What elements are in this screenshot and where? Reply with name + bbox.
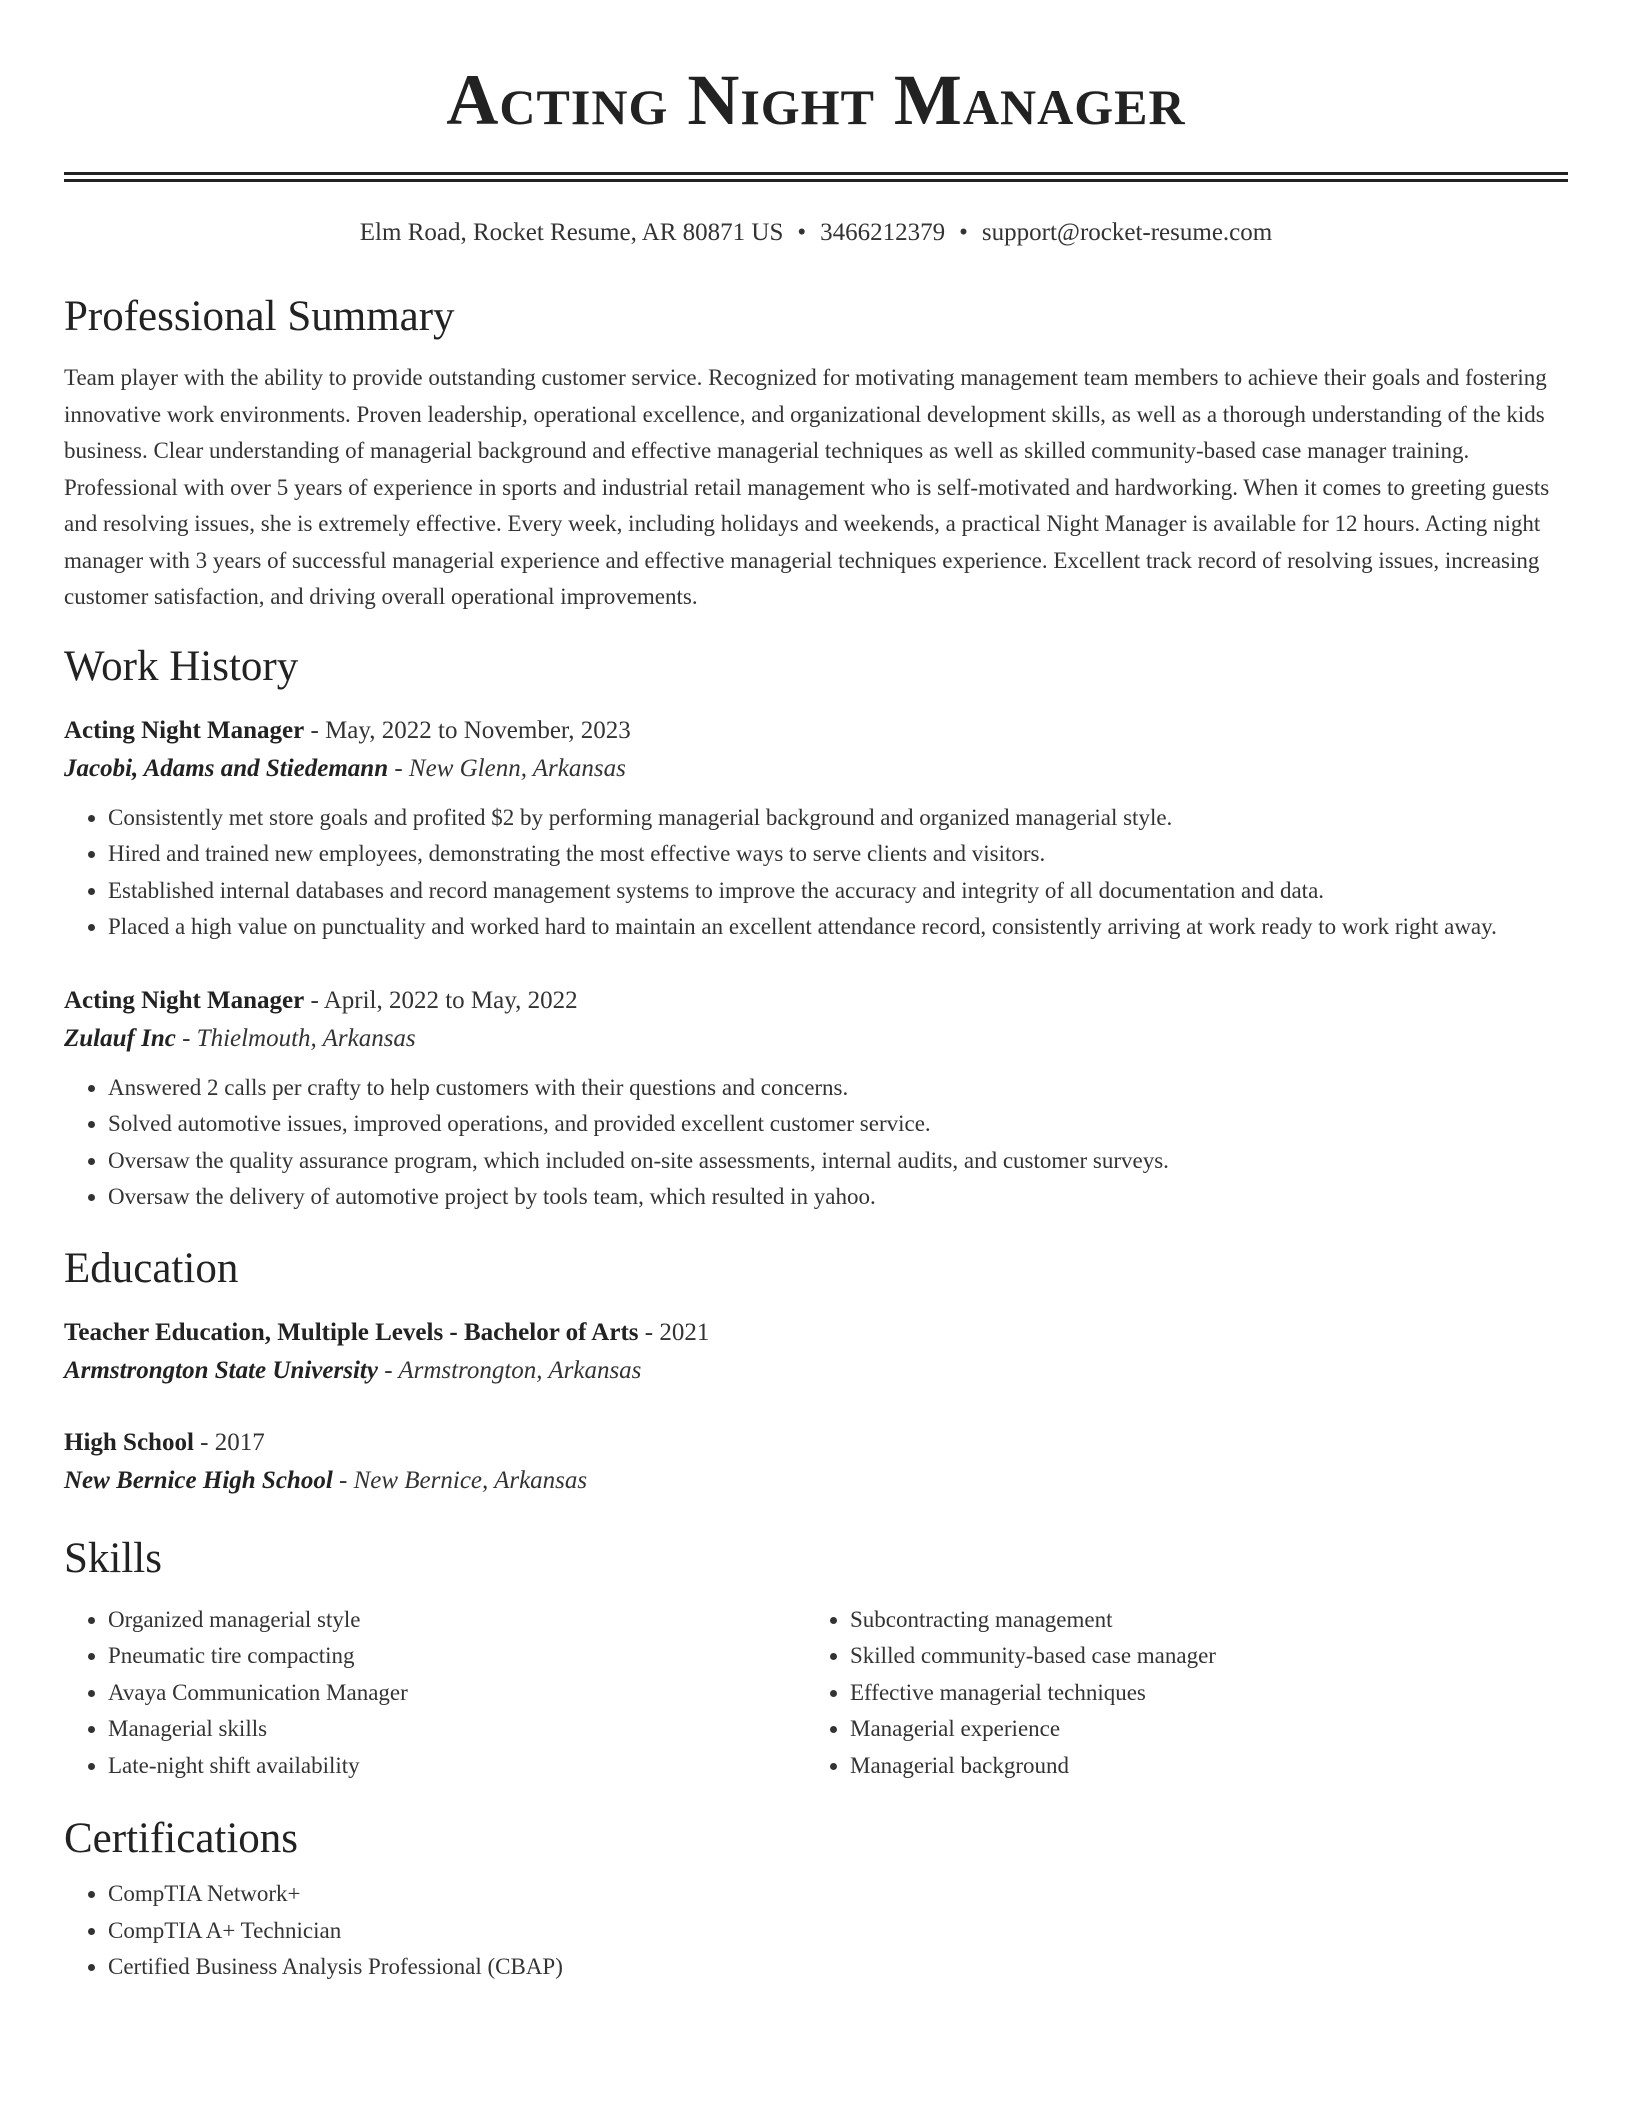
list-item: • Established internal databases and record management systems to improve the accuracy and integrity of all documentation and data. [108,873,1568,910]
list-item: • Late-night shift availability [108,1748,806,1785]
contact-phone: 3466212379 [820,219,946,246]
job-header [64,982,1568,1020]
job-location: - New Glenn, Arkansas [388,754,626,782]
list-item: • CompTIA Network+ [108,1876,1568,1913]
job-bullets [64,1070,1568,1216]
education-school-line [64,1462,1568,1500]
list-item: • Answered 2 calls per crafty to help customers with their questions and concerns. [108,1070,1568,1107]
list-item: • Managerial experience [850,1711,1568,1748]
contact-separator: • [959,219,968,246]
list-item: • Effective managerial techniques [850,1675,1568,1712]
skills-list-left [64,1602,806,1785]
list-item: • Certified Business Analysis Professional (CBAP) [108,1949,1568,1986]
contact-separator: • [797,219,807,246]
list-item: • Organized managerial style [108,1602,806,1639]
section-title-summary: Professional Summary [64,293,455,340]
header-double-rule [64,172,1568,182]
education-location: - New Bernice, Arkansas [332,1466,588,1494]
list-item: • Hired and trained new employees, demonstrating the most effective ways to serve clients and visitors. [108,836,1568,873]
job-company-line [64,1020,1568,1058]
list-item: • Pneumatic tire compacting [108,1638,806,1675]
education-header [64,1314,1568,1352]
skills-list-right [806,1602,1568,1785]
job-location: - Thielmouth, Arkansas [175,1024,416,1052]
contact-address: Elm Road, Rocket Resume, AR 80871 US [359,219,784,246]
summary-text: Team player with the ability to provide outstanding customer service. Recognized for motivating management team members to achieve their goals and fostering innovative work environments. Proven leadership, operational excellence, and organizational development skills, as well as a thorough understanding of the kids business. Clear understanding of managerial background and effective managerial techniques as well as skilled community-based case manager training. Professional with over 5 years of experience in sports and industrial retail management who is self-motivated and hardworking. When it comes to greeting guests and resolving issues, she is extremely effective. Every week, including holidays and weekends, a practical Night Manager is available for 12 hours. Acting night manager with 3 years of successful managerial experience and effective managerial techniques experience. Excellent track record of resolving issues, increasing customer satisfaction, and driving overall operational improvements. [64,365,1550,609]
job-company-line [64,750,1568,788]
job-entry [64,712,1568,946]
education-location: - Armstrongton, Arkansas [377,1356,642,1384]
list-item: • Avaya Communication Manager [108,1675,806,1712]
education-degree: Teacher Education, Multiple Levels - Bachelor of Arts [64,1318,639,1346]
education-school-line [64,1352,1568,1390]
list-item: • Solved automotive issues, improved operations, and provided excellent customer service. [108,1106,1568,1143]
job-role: Acting Night Manager [64,986,305,1014]
list-item: • Subcontracting management [850,1602,1568,1639]
education-year: - 2017 [193,1428,265,1456]
job-entry [64,982,1568,1216]
list-item: • Skilled community-based case manager [850,1638,1568,1675]
list-item: • Oversaw the delivery of automotive project by tools team, which resulted in yahoo. [108,1179,1568,1216]
job-dates: - April, 2022 to May, 2022 [304,986,578,1014]
job-company: Jacobi, Adams and Stiedemann [64,754,389,782]
education-degree: High School [64,1428,194,1456]
education-header [64,1424,1568,1462]
list-item: • CompTIA A+ Technician [108,1913,1568,1950]
job-role: Acting Night Manager [64,716,305,744]
job-dates: - May, 2022 to November, 2023 [304,716,631,744]
job-bullets [64,800,1568,946]
education-year: - 2021 [638,1318,710,1346]
resume-name: Acting Night Manager [446,60,1186,140]
education-school: Armstrongton State University [64,1356,378,1384]
list-item: • Managerial background [850,1748,1568,1785]
certifications-list [64,1876,1568,1986]
section-title-work-history: Work History [64,642,299,690]
list-item: • Placed a high value on punctuality and worked hard to maintain an excellent attendance record, consistently arriving at work ready to work right away. [108,909,1568,946]
list-item: • Managerial skills [108,1711,806,1748]
education-school: New Bernice High School [64,1466,333,1494]
section-title-education: Education [64,1244,239,1292]
contact-line [64,218,1568,248]
section-title-skills: Skills [64,1534,162,1582]
job-header [64,712,1568,750]
section-title-certifications: Certifications [64,1815,299,1862]
education-entry [64,1314,1568,1390]
education-entry [64,1424,1568,1500]
job-company: Zulauf Inc [64,1024,176,1052]
list-item: • Consistently met store goals and profited $2 by performing managerial background and organized managerial style. [108,800,1568,837]
list-item: • Oversaw the quality assurance program, which included on-site assessments, internal audits, and customer surveys. [108,1143,1568,1180]
skills-columns [64,1602,1568,1785]
contact-email: support@rocket-resume.com [981,219,1273,246]
